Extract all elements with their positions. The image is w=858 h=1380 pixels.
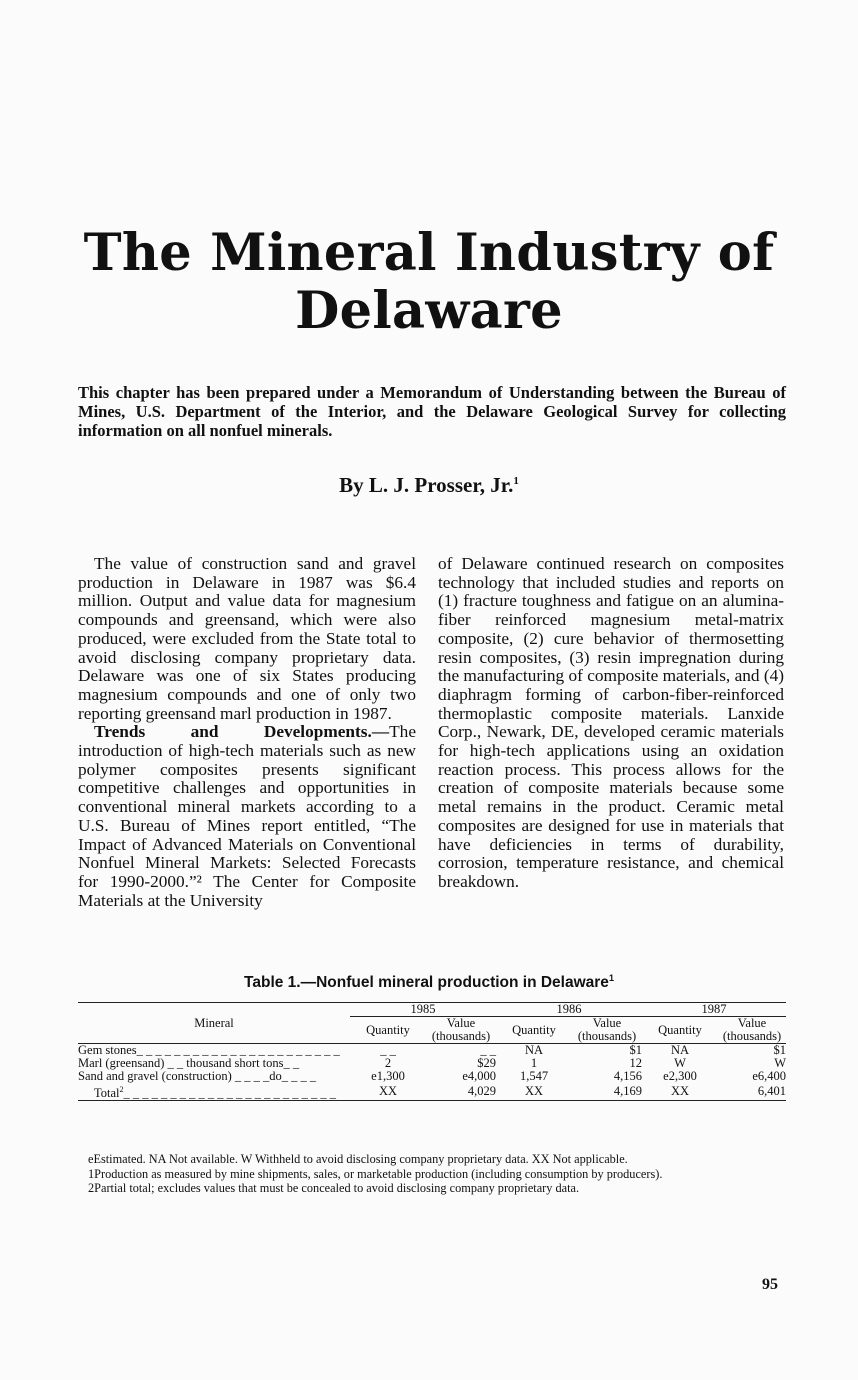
footnote-2: 2Partial total; excludes values that must be concealed to avoid disclosing company proprietary data. (88, 1181, 580, 1195)
column-header-quantity: Quantity (496, 1017, 572, 1044)
table-title (0, 973, 858, 992)
column-header-quantity: Quantity (642, 1017, 718, 1044)
table-row: Marl (greensand) _ _ thousand short tons_ _ 2 $29 1 12 W W (78, 1056, 786, 1070)
table-footnotes (88, 1152, 788, 1196)
page-number: 95 (762, 1276, 778, 1293)
table-title-text: Table 1.—Nonfuel mineral production in Delaware (244, 974, 609, 992)
body-paragraph-2-text: The introduction of high-tech materials such as new polymer composites presents significant competitive challenges and opportunities in conventional mineral markets according to a U.S. Bureau of Mines report entitled, “The Impact of Advanced Materials on Conventional Nonfuel Mineral Markets: Selected Forecasts for 1990-2000.”² The Center for Composite Materials at the University (78, 722, 416, 910)
total-label: Total (94, 1086, 120, 1101)
column-header-value: Value (thousands) (572, 1017, 642, 1044)
section-heading-trends: Trends and Developments.— (94, 722, 390, 742)
table-title-footnote-ref: 1 (608, 973, 614, 983)
table-total-row: Total$^2$_ _ _ _ _ _ _ _ _ _ _ _ _ _ _ _ _ _ _ _ _ _ _ XX 4,029 XX 4,169 XX 6,401 (78, 1083, 786, 1101)
author-name: By L. J. Prosser, Jr. (339, 473, 514, 497)
author-byline (0, 473, 858, 498)
body-column-left (78, 555, 416, 910)
body-paragraph-1: The value of construction sand and gravel production in Delaware in 1987 was $6.4 million. Output and value data for magnesium compounds and greensand, which were also produced, were excluded from the State total to avoid disclosing company proprietary data. Delaware was one of six States producing magnesium compounds and one of only two reporting greensand marl production in 1987. (78, 554, 416, 723)
table-row: Gem stones_ _ _ _ _ _ _ _ _ _ _ _ _ _ _ _ _ _ _ _ _ _ _ _ _ _ NA $1 NA $1 (78, 1043, 786, 1057)
year-header-1987: 1987 (642, 1003, 786, 1017)
intro-statement: This chapter has been prepared under a Memorandum of Understanding between the Bureau of Mines, U.S. Department of the Interior, and the Delaware Geological Survey for collecting information on all nonfuel minerals. (78, 383, 786, 440)
author-footnote-ref: 1 (513, 475, 519, 487)
body-paragraph-2 (78, 723, 416, 910)
column-header-value: Value (thousands) (718, 1017, 786, 1044)
column-header-quantity: Quantity (350, 1017, 426, 1044)
title-line-2: Delaware (295, 281, 563, 341)
body-column-right (438, 555, 784, 892)
body-paragraph-2-continued: of Delaware continued research on composites technology that included studies and reports on (1) fracture toughness and fatigue on an alumina-fiber reinforced magnesium metal-matrix composite, (2) cure behavior of thermosetting resin composites, (3) resin impregnation during the manufacturing of composite materials, and (4) diaphragm forming of carbon-fiber-reinforced thermoplastic composite materials. Lanxide Corp., Newark, DE, developed ceramic materials for high-tech applications using an oxidation reaction process. This process allows for the creation of composite materials because some metal remains in the product. Ceramic metal composites are designed for use in materials that have deficiencies in terms of durability, corrosion, temperature resistance, and chemical breakdown. (438, 554, 784, 891)
document-title (0, 224, 858, 340)
column-header-mineral: Mineral (78, 1003, 350, 1044)
footnote-legend: eEstimated. NA Not available. W Withheld to avoid disclosing company proprietary data. XX Not applicable. (88, 1152, 628, 1166)
year-header-1985: 1985 (350, 1003, 496, 1017)
year-header-1986: 1986 (496, 1003, 642, 1017)
column-header-value: Value (thousands) (426, 1017, 496, 1044)
footnote-1: 1Production as measured by mine shipments, sales, or marketable production (including consumption by producers). (88, 1166, 663, 1181)
table-row: Sand and gravel (construction) _ _ _ _do_ _ _ _ e1,300 e4,000 1,547 4,156 e2,300 e6,400 (78, 1069, 786, 1083)
production-table (78, 1002, 786, 1101)
title-line-1: The Mineral Industry of (83, 223, 775, 283)
